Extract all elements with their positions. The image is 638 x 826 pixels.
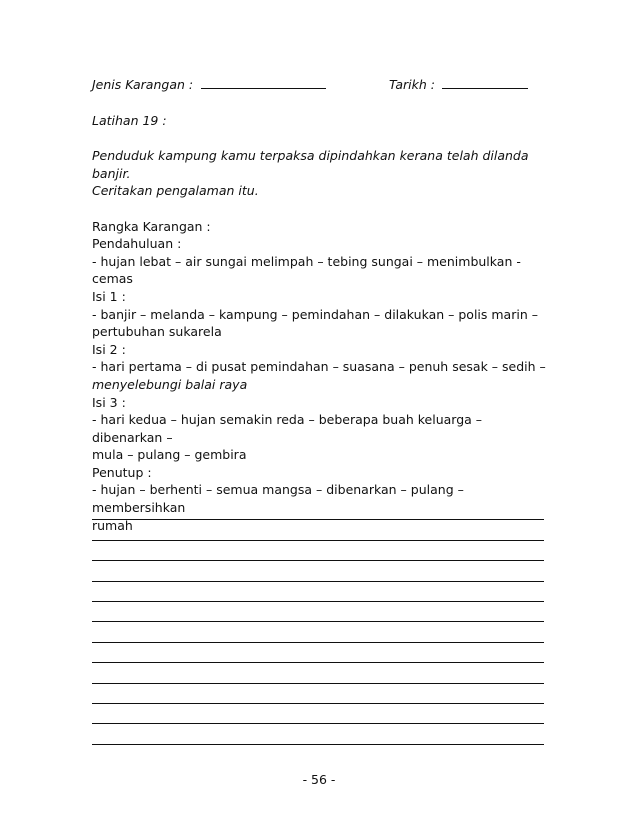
- writing-line[interactable]: [92, 704, 544, 724]
- worksheet-body: [92, 112, 552, 534]
- section1-heading: Isi 1 :: [92, 288, 126, 304]
- writing-line[interactable]: [92, 622, 544, 642]
- writing-line[interactable]: [92, 520, 544, 540]
- writing-area[interactable]: [92, 500, 544, 745]
- intro-heading: Pendahuluan :: [92, 236, 182, 252]
- section3-heading: Isi 3 :: [92, 394, 126, 410]
- writing-line[interactable]: [92, 663, 544, 683]
- page-number: - 56 -: [302, 772, 336, 787]
- prompt-line-2: Ceritakan pengalaman itu.: [92, 183, 259, 199]
- closing-heading: Penutup :: [92, 464, 152, 480]
- tarikh-blank[interactable]: [442, 76, 528, 89]
- section3-point-1: - hari kedua – hujan semakin reda – beberapa buah keluarga – dibenarkan –: [92, 412, 483, 445]
- writing-line[interactable]: [92, 724, 544, 744]
- spacer: [92, 200, 552, 218]
- section3-point-2: mula – pulang – gembira: [92, 447, 247, 463]
- tarikh-field: [389, 76, 528, 92]
- writing-line[interactable]: [92, 602, 544, 622]
- intro-point-1: - hujan lebat – air sungai melimpah – tebing sungai – menimbulkan - cemas: [92, 253, 521, 287]
- writing-line[interactable]: [92, 500, 544, 520]
- exercise-title: Latihan 19 :: [92, 113, 167, 128]
- jenis-karangan-blank[interactable]: [201, 76, 326, 89]
- tarikh-label: Tarikh :: [389, 77, 435, 92]
- header-row: [92, 76, 542, 96]
- section2-point-1: - hari pertama – di pusat pemindahan – suasana – penuh sesak – sedih –: [92, 359, 546, 375]
- jenis-karangan-label: Jenis Karangan :: [92, 77, 194, 92]
- spacer: [92, 130, 552, 148]
- section1-point-1: - banjir – melanda – kampung – pemindahan – dilakukan – polis marin –: [92, 306, 538, 322]
- prompt-line-1: Penduduk kampung kamu terpaksa dipindahkan kerana telah dilanda banjir.: [92, 148, 529, 181]
- closing-point-2: rumah: [92, 517, 133, 533]
- closing-point-1: - hujan – berhenti – semua mangsa – dibenarkan – pulang – membersihkan: [92, 482, 464, 516]
- writing-line[interactable]: [92, 541, 544, 561]
- writing-line[interactable]: [92, 684, 544, 704]
- section1-point-2: pertubuhan sukarela: [92, 324, 222, 340]
- section2-heading: Isi 2 :: [92, 341, 126, 357]
- jenis-karangan-field: [92, 76, 326, 92]
- writing-line[interactable]: [92, 582, 544, 602]
- writing-line[interactable]: [92, 643, 544, 663]
- section2-point-2: menyelebungi balai raya: [92, 376, 248, 392]
- writing-line[interactable]: [92, 561, 544, 581]
- outline-heading: Rangka Karangan :: [92, 218, 211, 234]
